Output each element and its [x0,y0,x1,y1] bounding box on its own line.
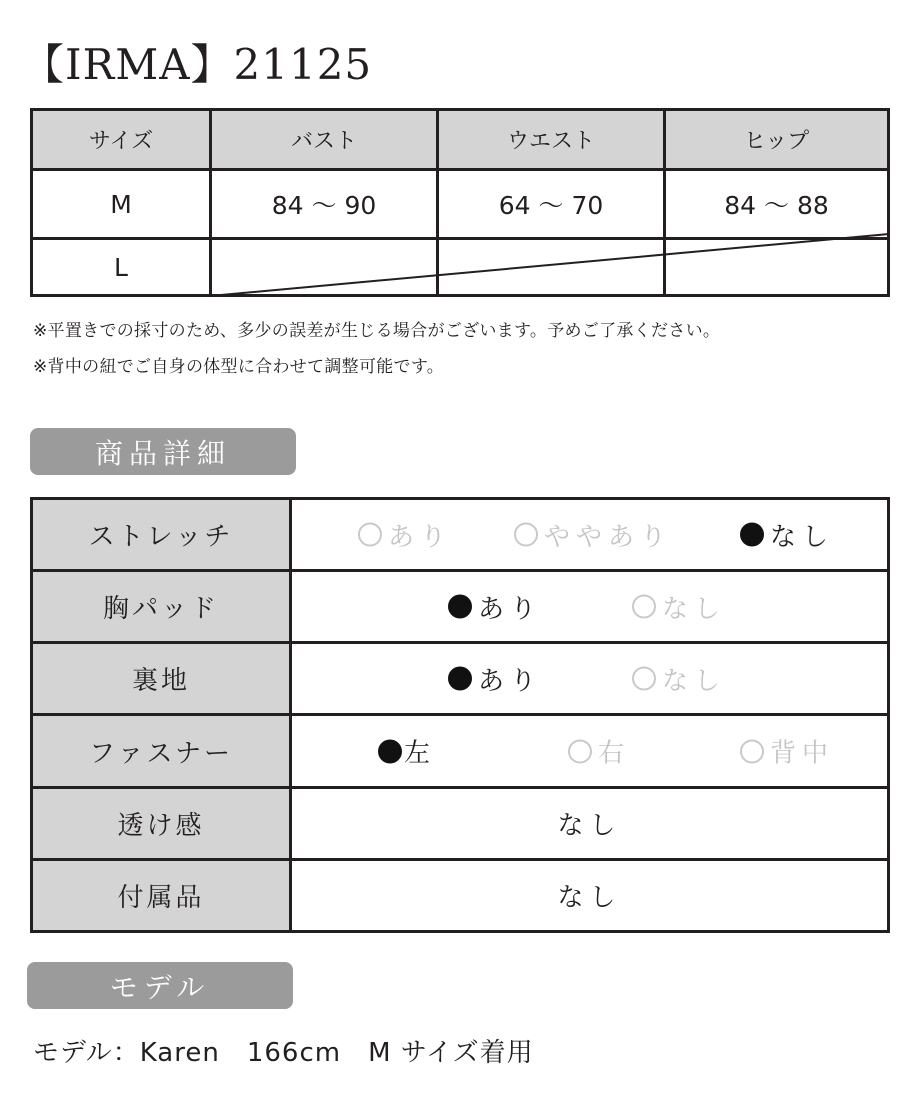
radio-empty-icon [632,667,656,691]
hip-cell: 84 ～ 88 [665,170,889,239]
header-bust: バスト [211,110,438,170]
model-info: モデル：Karen 166cm M サイズ着用 [33,1038,534,1068]
header-hip: ヒップ [665,110,889,170]
table-row [32,859,889,931]
table-row [32,643,889,715]
details-table [30,497,890,933]
option: なし [632,660,726,697]
option: なし [632,588,726,625]
radio-filled-icon [448,667,472,691]
radio-empty-icon [568,739,592,763]
model-heading: モデル [27,962,293,1009]
table-row [32,499,889,571]
detail-label: 透け感 [32,787,291,859]
radio-filled-icon [448,595,472,619]
option-selected: あり [448,660,542,697]
bust-cell: 84 ～ 90 [211,170,438,239]
option-selected: あり [448,588,542,625]
option: 右 [568,733,630,770]
detail-label: ファスナー [32,715,291,787]
option-selected: 左 [378,733,436,770]
radio-empty-icon [514,523,538,547]
note-adjustment: ※背中の紐でご自身の体型に合わせて調整可能です。 [33,357,445,377]
option: あり [358,516,452,553]
radio-empty-icon [740,739,764,763]
table-row [32,787,889,859]
radio-filled-icon [378,739,402,763]
radio-empty-icon [632,595,656,619]
detail-label: 付属品 [32,859,291,931]
waist-cell: 64 ～ 70 [438,170,665,239]
size-cell: L [32,239,211,296]
detail-label: ストレッチ [32,499,291,571]
option-selected: なし [740,516,834,553]
radio-empty-icon [358,523,382,547]
detail-label: 胸パッド [32,571,291,643]
detail-value: なし [291,787,889,859]
page-title: 【IRMA】21125 [22,40,373,89]
header-size: サイズ [32,110,211,170]
detail-value: なし [291,859,889,931]
option: 背中 [740,733,834,770]
table-row [32,715,889,787]
table-row [32,571,889,643]
detail-label: 裏地 [32,643,291,715]
details-heading: 商品詳細 [30,428,296,475]
empty-row-diagonal-line [0,0,920,320]
option: ややあり [514,516,672,553]
header-waist: ウエスト [438,110,665,170]
note-measurement: ※平置きでの採寸のため、多少の誤差が生じる場合がございます。予めご了承ください。 [33,321,721,341]
radio-filled-icon [740,523,764,547]
size-cell: M [32,170,211,239]
